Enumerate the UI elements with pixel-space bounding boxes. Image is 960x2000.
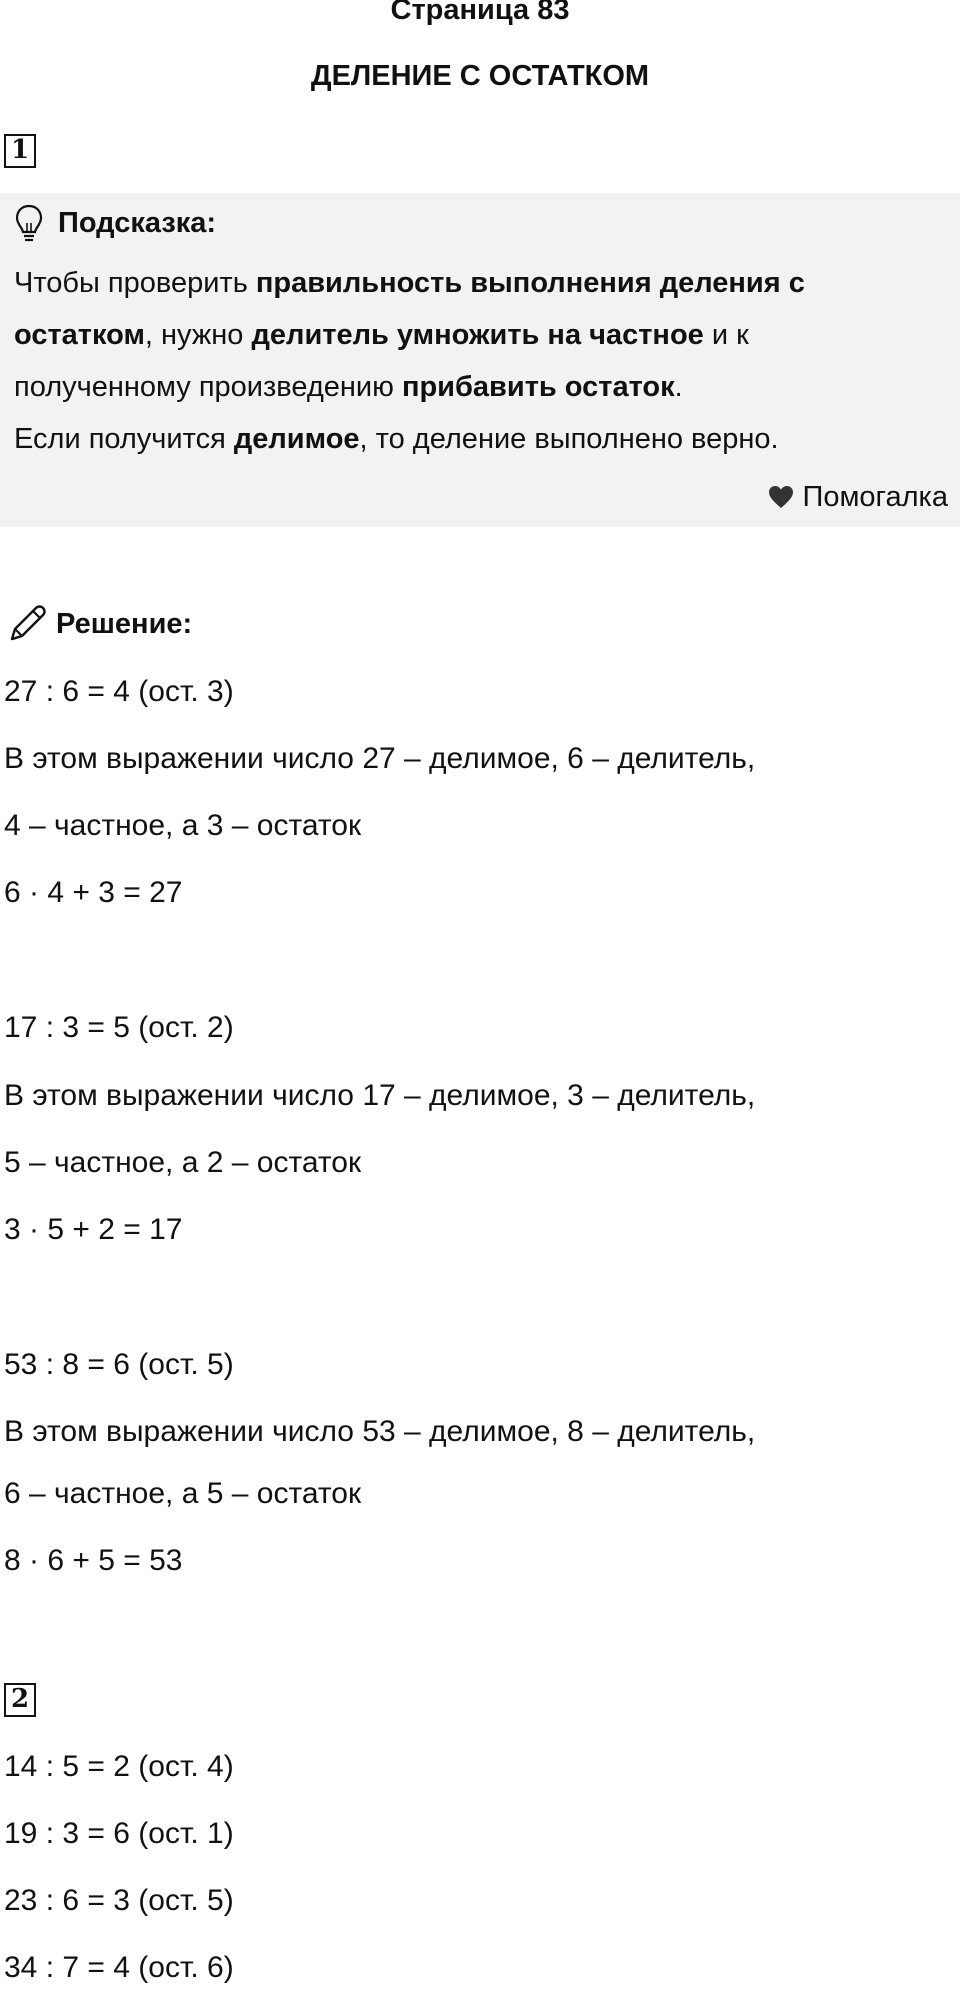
solution-header <box>6 602 192 646</box>
solution-line: 8 · 6 + 5 = 53 <box>4 1544 183 1577</box>
solution-line: 4 – частное, а 3 – остаток <box>4 809 362 842</box>
solution-line: 17 : 3 = 5 (ост. 2) <box>4 1011 234 1044</box>
lightbulb-icon <box>14 203 44 243</box>
hint-text <box>14 257 954 465</box>
topic-title: ДЕЛЕНИЕ С ОСТАТКОМ <box>310 60 650 92</box>
task2-line: 14 : 5 = 2 (ост. 4) <box>4 1750 234 1783</box>
hint-line-3: полученному произведению прибавить остаток. <box>14 371 683 403</box>
task2-line: 23 : 6 = 3 (ост. 5) <box>4 1884 234 1917</box>
brand-signature <box>767 477 948 517</box>
heart-icon <box>767 484 795 510</box>
solution-line: 53 : 8 = 6 (ост. 5) <box>4 1348 234 1381</box>
solution-line: В этом выражении число 17 – делимое, 3 – делитель, <box>4 1079 756 1112</box>
task2-line: 34 : 7 = 4 (ост. 6) <box>4 1951 234 1984</box>
solution-line: 6 · 4 + 3 = 27 <box>4 876 183 909</box>
solution-line: 5 – частное, а 2 – остаток <box>4 1146 362 1179</box>
solution-line: 3 · 5 + 2 = 17 <box>4 1213 183 1246</box>
solution-line: В этом выражении число 53 – делимое, 8 – делитель, <box>4 1415 756 1448</box>
hint-box <box>0 193 960 527</box>
solution-line: 6 – частное, а 5 – остаток <box>4 1477 362 1510</box>
hint-line-2: остатком, нужно делитель умножить на частное и к <box>14 319 749 351</box>
hint-title: Подсказка: <box>58 206 217 239</box>
hint-line-4: Если получится делимое, то деление выполнено верно. <box>14 423 779 455</box>
solution-line: 27 : 6 = 4 (ост. 3) <box>4 675 234 708</box>
solution-title: Решение: <box>56 607 193 640</box>
task-number-2: 2 <box>4 1683 36 1717</box>
solution-line: В этом выражении число 27 – делимое, 6 – делитель, <box>4 742 756 775</box>
task-number-1: 1 <box>4 134 36 168</box>
hint-header <box>14 203 216 243</box>
brand-name: Помогалка <box>802 480 948 513</box>
task2-line: 19 : 3 = 6 (ост. 1) <box>4 1817 234 1850</box>
page-number-title: Страница 83 <box>390 0 570 26</box>
hint-line-1: Чтобы проверить правильность выполнения деления с <box>14 267 805 299</box>
pencil-icon <box>6 603 48 645</box>
